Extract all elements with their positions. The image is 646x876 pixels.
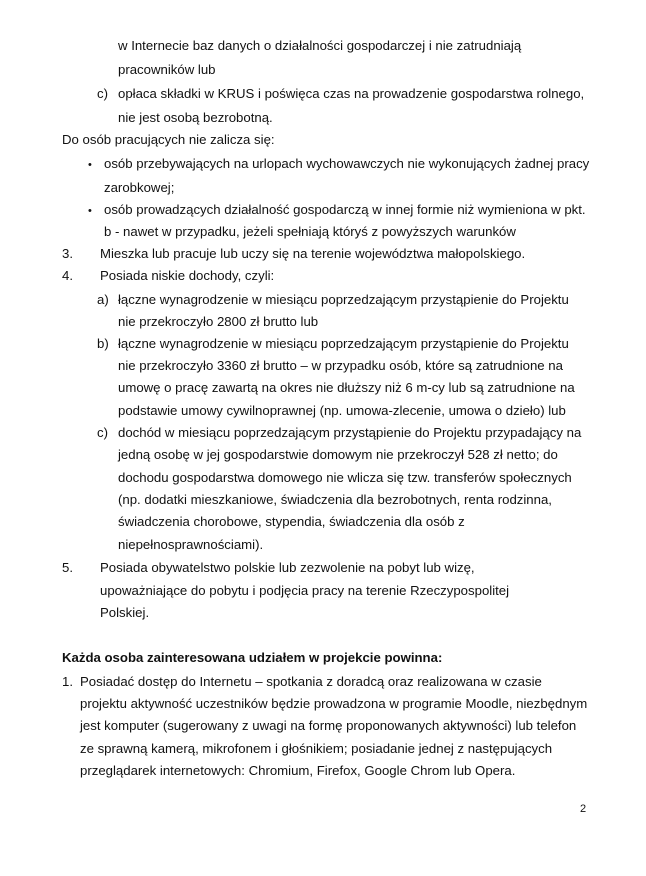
list-marker: c)	[97, 86, 108, 101]
list-item-text: opłaca składki w KRUS i poświęca czas na prowadzenie gospodarstwa rolnego,	[118, 86, 585, 101]
list-marker: b)	[97, 336, 109, 351]
list-item-text: Posiada obywatelstwo polskie lub zezwolenie na pobyt lub wizę,	[100, 560, 475, 575]
list-item-text: jest komputer (sugerowany z uwagi na formę proponowanych aktywności) lub telefon	[80, 718, 577, 733]
list-item-text: umowę o pracę zawartą na okres nie dłuższy niż 6 m-cy lub są zatrudnione na	[118, 380, 575, 395]
bullet-icon: •	[88, 205, 92, 217]
list-item-text: jedną osobę w jej gospodarstwie domowym nie przekroczył 528 zł netto; do	[118, 447, 558, 462]
list-item-text: Polskiej.	[100, 605, 150, 620]
list-item-text: upoważniające do pobytu i podjęcia pracy na terenie Rzeczypospolitej	[100, 583, 510, 598]
list-item-text: zarobkowej;	[104, 180, 175, 195]
list-item-text: łączne wynagrodzenie w miesiącu poprzedzającym przystąpienie do Projektu	[118, 292, 569, 307]
list-item-text: przeglądarek internetowych: Chromium, Firefox, Google Chrom lub Opera.	[80, 763, 516, 778]
section-heading: Każda osoba zainteresowana udziałem w projekcie powinna:	[62, 650, 443, 665]
paragraph: Do osób pracujących nie zalicza się:	[62, 132, 275, 147]
list-marker: 5.	[62, 560, 73, 575]
list-item-text: osób prowadzących działalność gospodarczą w innej formie niż wymieniona w pkt.	[104, 202, 586, 217]
list-item-text: projektu aktywność uczestników będzie prowadzona w programie Moodle, niezbędnym	[80, 696, 588, 711]
list-item-text: świadczenia chorobowe, stypendia, świadczenia dla osób z	[118, 514, 465, 529]
bullet-icon: •	[88, 159, 92, 171]
list-item-text: pracowników lub	[118, 62, 216, 77]
list-item-text: osób przebywających na urlopach wychowawczych nie wykonujących żadnej pracy	[104, 156, 590, 171]
list-item-text: nie jest osobą bezrobotną.	[118, 110, 273, 125]
list-item-text: łączne wynagrodzenie w miesiącu poprzedzającym przystąpienie do Projektu	[118, 336, 569, 351]
list-item-text: nie przekroczyło 2800 zł brutto lub	[118, 314, 319, 329]
list-item-text: ze sprawną kamerą, mikrofonem i głośnikiem; posiadanie jednej z następujących	[80, 741, 553, 756]
list-marker: a)	[97, 292, 109, 307]
list-item-text: Posiadać dostęp do Internetu – spotkania z doradcą oraz realizowana w czasie	[80, 674, 542, 689]
list-item-text: niepełnosprawnościami).	[118, 537, 264, 552]
page-number: 2	[580, 803, 587, 815]
list-item-text: dochód w miesiącu poprzedzającym przystąpienie do Projektu przypadający na	[118, 425, 582, 440]
list-marker: 1.	[62, 674, 73, 689]
list-item-text: Mieszka lub pracuje lub uczy się na terenie województwa małopolskiego.	[100, 246, 526, 261]
list-item-text: Posiada niskie dochody, czyli:	[100, 268, 275, 283]
list-marker: 3.	[62, 246, 73, 261]
list-item-text: nie przekroczyło 3360 zł brutto – w przypadku osób, które są zatrudnione na	[118, 358, 563, 373]
list-marker: c)	[97, 425, 108, 440]
list-item-text: b - nawet w przypadku, jeżeli spełniają któryś z powyższych warunków	[104, 224, 516, 239]
list-marker: 4.	[62, 268, 73, 283]
list-item-text: w Internecie baz danych o działalności gospodarczej i nie zatrudniają	[118, 38, 522, 53]
list-item-text: (np. dodatki mieszkaniowe, świadczenia dla bezrobotnych, renta rodzinna,	[118, 492, 552, 507]
list-item-text: podstawie umowy cywilnoprawnej (np. umowa-zlecenie, umowa o dzieło) lub	[118, 403, 566, 418]
list-item-text: dochodu gospodarstwa domowego nie wlicza się tzw. transferów społecznych	[118, 470, 572, 485]
